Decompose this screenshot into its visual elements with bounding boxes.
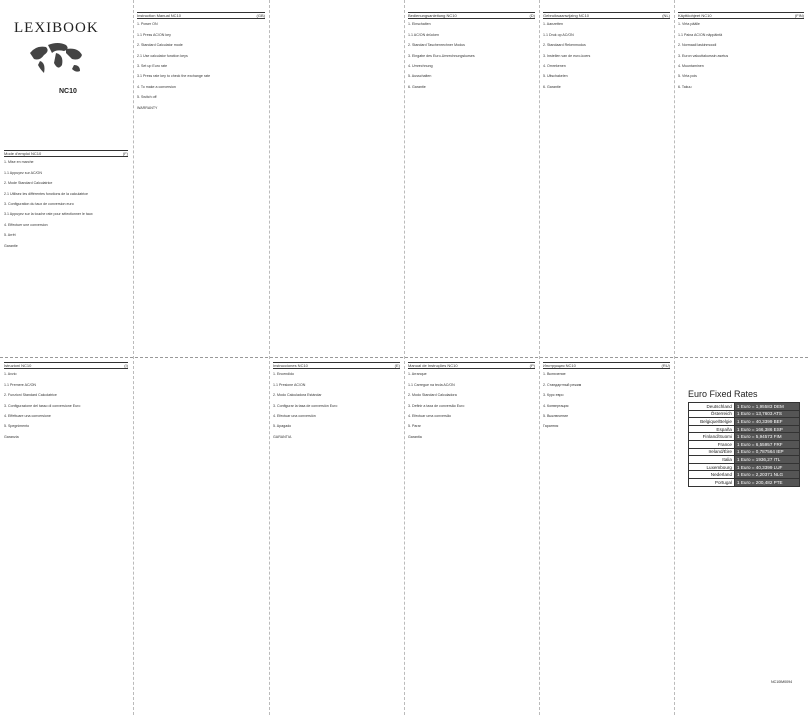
rate-cell: 1 Euro = 6,55957 FRF [735,440,800,448]
panel-header [408,12,535,19]
panel-text-line: 5. Apagado [273,424,292,429]
country-cell: Deutschland [689,403,735,411]
country-cell: Österreich [689,410,735,418]
manual-panel [408,12,535,350]
euro-rate-row [689,425,800,433]
panel-text-line: 2. Standaard Rekenmodus [543,43,586,48]
panel-text-line: 2. Standard Calculator mode [137,43,183,48]
panel-text-line: 2. Modo Standard Calculadora [408,393,457,398]
panel-text-line: 4. Конвертация [543,403,569,408]
panel-text-line: Garanzia [4,434,19,439]
panel-text-line: 1.1 Appuyez sur AC/ON [4,170,42,175]
euro-rate-row [689,463,800,471]
panel-header [543,12,670,19]
panel-text-line: 4. Omrekenen [543,64,566,69]
panel-header [137,12,265,19]
panel-title: Инструкция NC10 [543,362,576,368]
vertical-fold-line [539,0,540,715]
panel-text-line: 1.1 AC/ON drücken [408,32,439,37]
panel-language-code: (F) [122,150,128,156]
manual-panel [408,362,535,682]
panel-text-line: 1. Mise en marche [4,160,34,165]
panel-header [4,150,128,157]
panel-text-line: Garantie [4,243,18,248]
panel-header [408,362,535,369]
panel-text-line: 1.1 Carregue na tecla AC/ON [408,382,455,387]
panel-language-code: (FIN) [794,12,804,18]
panel-title: Mode d'emploi NC10 [4,150,42,156]
manual-panel [543,12,670,350]
country-cell: France [689,440,735,448]
country-cell: Italia [689,456,735,464]
panel-language-code: (I) [124,362,128,368]
country-cell: Ireland/Éire [689,448,735,456]
country-cell: España [689,425,735,433]
panel-text-line: 1. Avvio [4,372,17,377]
panel-text-line: 3. Set up Euro rate [137,64,168,69]
panel-text-line: 2.1 Utilisez les différentes fonctions de la calculatrice [4,191,89,196]
panel-text-line: 3.1 Appuyez sur la touche rate pour sélectionner le taux [4,212,93,217]
euro-rate-row [689,456,800,464]
panel-text-line: 2. Стандартный режим [543,382,582,387]
euro-rate-row [689,471,800,479]
panel-title: Manual de Instruções NC10 [408,362,458,368]
panel-text-line: 4. To make a conversion [137,84,176,89]
panel-text-line: 3.1 Press rate key to check the exchange rate [137,74,211,79]
rate-cell: 1 Euro = 13,7603 ATS [735,410,800,418]
panel-text-line: 4. Effettuare una conversione [4,414,51,419]
panel-title: Instruction Manual NC10 [137,12,182,18]
panel-text-line: 5. Выключение [543,414,569,419]
panel-text-line: 4. Muuntaminen [678,64,704,69]
panel-text-line: GARANTIA [273,434,292,439]
country-cell: Luxembourg [689,463,735,471]
panel-text-line: 1. Virta päälle [678,22,700,27]
euro-rates-table [688,389,800,487]
panel-text-line: Garantia [408,434,422,439]
vertical-fold-line [404,0,405,715]
model-name: NC10 [59,88,77,95]
euro-rate-row [689,410,800,418]
panel-language-code: (D) [529,12,535,18]
panel-language-code: (E) [394,362,400,368]
brand-name: LEXIBOOK [14,20,99,36]
panel-header [273,362,400,369]
panel-header [678,12,804,19]
panel-text-line: 4. Umrechnung [408,64,433,69]
panel-language-code: (RU) [661,362,670,368]
manual-panel [543,362,670,682]
panel-text-line: 2.1 Use calculator function keys [137,53,188,58]
panel-text-line: 4. Efectuar una conversión [273,414,316,419]
panel-text-line: 6. Garantie [408,84,426,89]
euro-rate-row [689,418,800,426]
panel-text-line: 4. Effectuer une conversion [4,222,48,227]
euro-rate-row [689,440,800,448]
manual-panel [678,12,804,350]
panel-title: Käyttöohjeet NC10 [678,12,712,18]
rate-cell: 1 Euro = 5,94573 FIM [735,433,800,441]
panel-language-code: (NL) [662,12,670,18]
panel-text-line: 3. Курс евро [543,393,564,398]
panel-text-line: 3. Instellen van de euro-koers [543,53,591,58]
euro-rate-row [689,433,800,441]
euro-table-title: Euro Fixed Rates [688,389,758,399]
panel-text-line: 6. Takuu [678,84,692,89]
panel-text-line: 4. Efectuar uma conversão [408,414,451,419]
panel-text-line: 5. Spegnimento [4,424,30,429]
panel-text-line: 3. Eingabe des Euro-Umrechnungskurses [408,53,475,58]
panel-text-line: WARRANTY [137,105,158,110]
footer-code: NC10IM0094 [771,680,793,684]
panel-text-line: 1. Включение [543,372,566,377]
panel-text-line: 3. Configurar la tasa de conversión Euro [273,403,338,408]
rate-cell: 1 Euro = 200,482 PTE [735,478,800,486]
vertical-fold-line [133,0,134,715]
rate-cell: 1 Euro = 166,386 ESP [735,425,800,433]
manual-panel [4,150,128,350]
panel-text-line: 1. Power ON [137,22,158,27]
panel-language-code: (P) [529,362,535,368]
panel-text-line: 3. Euron valuuttakurssin asetus [678,53,729,58]
panel-text-line: 1.1 Presione AC/ON [273,382,306,387]
panel-text-line: 1.1 Druk op AC/ON [543,32,574,37]
panel-text-line: 1.1 Paina AC/ON näppäintä [678,32,723,37]
country-cell: Finland/Suomi [689,433,735,441]
panel-header [543,362,670,369]
rate-cell: 1 Euro = 1936,27 ITL [735,456,800,464]
panel-text-line: 2. Modo Calculadora Estándar [273,393,322,398]
panel-text-line: 3. Configuration du taux de conversion euro [4,202,74,207]
panel-text-line: 1.1 Press AC/ON key [137,32,171,37]
panel-header [4,362,128,369]
panel-language-code: (GB) [256,12,265,18]
panel-text-line: 5. Ausschalten [408,74,432,79]
panel-text-line: 1. Encendido [273,372,294,377]
vertical-fold-line [674,0,675,715]
euro-rate-row [689,403,800,411]
rate-cell: 1 Euro = 40,3399 LUF [735,463,800,471]
manual-panel [4,362,128,682]
panel-text-line: 2. Mode Standard Calculatrice [4,181,53,186]
panel-title: Istruzioni NC10 [4,362,32,368]
globe-map-icon [26,39,86,79]
panel-text-line: 2. Normaali laskinmoodi [678,43,717,48]
panel-text-line: 5. Virta pois [678,74,697,79]
panel-text-line: 5. Uitschakelen [543,74,568,79]
panel-title: Instrucciones NC10 [273,362,308,368]
euro-rate-row [689,478,800,486]
vertical-fold-line [269,0,270,715]
panel-text-line: 5. Parar [408,424,421,429]
panel-text-line: 2. Standard Taschenrechner Modus [408,43,465,48]
panel-text-line: 5. Switch off [137,95,157,100]
panel-text-line: 3. Definir a taxa de conversão Euro [408,403,465,408]
panel-text-line: 1. Aanzetten [543,22,563,27]
rate-cell: 1 Euro = 1,95583 DEM [735,403,800,411]
panel-text-line: 1. Einschalten [408,22,431,27]
panel-title: Gebruiksaanwijzing NC10 [543,12,590,18]
manual-panel [137,12,265,350]
euro-rate-row [689,448,800,456]
panel-text-line: Гарантия [543,424,559,429]
country-cell: Nederland [689,471,735,479]
rate-cell: 1 Euro = 0,787564 IEP [735,448,800,456]
panel-text-line: 1. Arranque [408,372,427,377]
country-cell: Portugal [689,478,735,486]
manual-panel [273,362,400,682]
panel-text-line: 3. Configurazione del tasso di conversione Euro [4,403,81,408]
country-cell: Belgique/Belgie [689,418,735,426]
panel-text-line: 6. Garantie [543,84,561,89]
panel-text-line: 1.1 Premere AC/ON [4,382,36,387]
brand-logo [14,20,99,95]
panel-text-line: 5. Arrêt [4,233,16,238]
rate-cell: 1 Euro = 40,3399 BEF [735,418,800,426]
panel-title: Bedienungsanleitung NC10 [408,12,457,18]
panel-text-line: 2. Funzioni Standard Calcolatrice [4,393,57,398]
rate-cell: 1 Euro = 2,20371 NLG [735,471,800,479]
